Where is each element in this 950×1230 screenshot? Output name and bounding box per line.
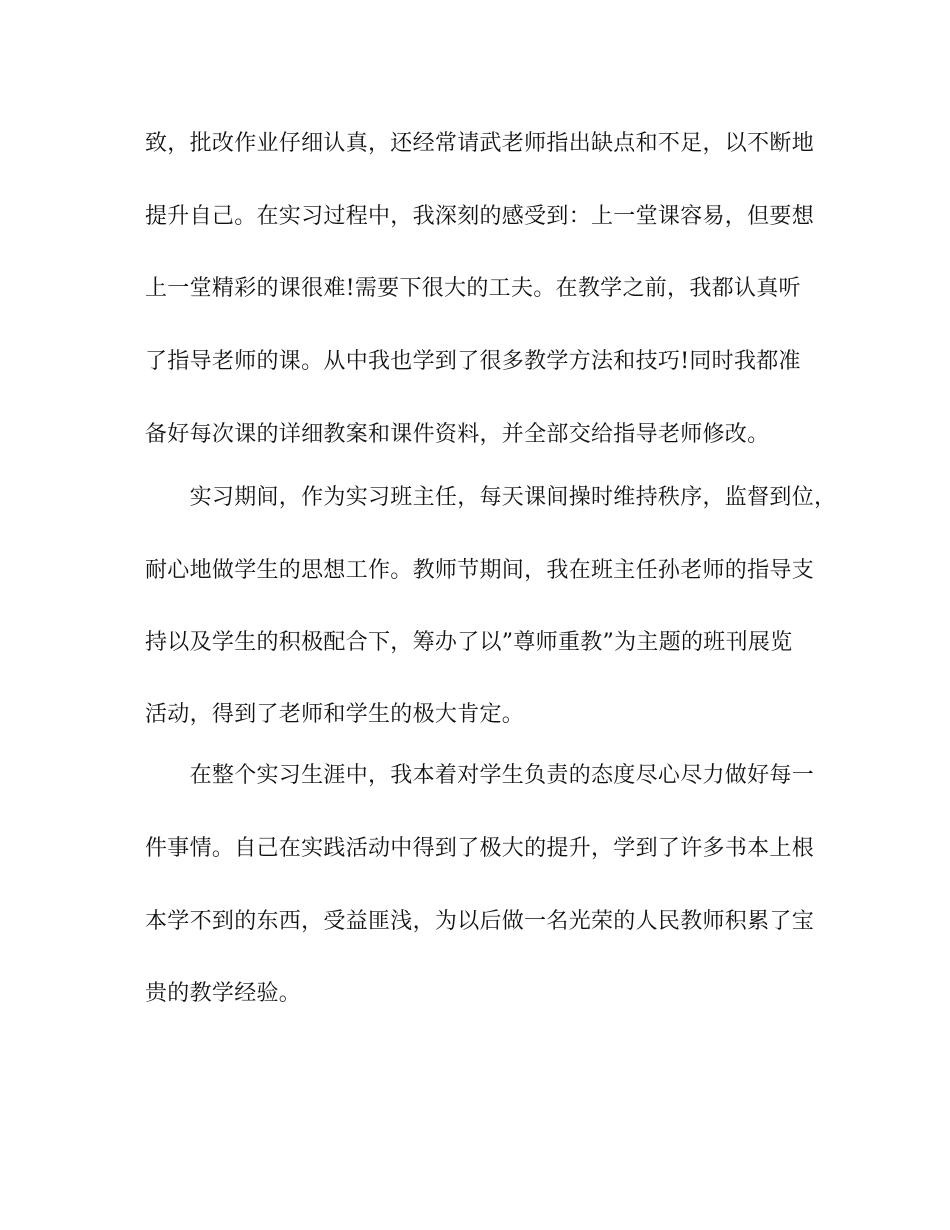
text-line: 上一堂精彩的课很难!需要下很大的工夫。在教学之前，我都认真听 [145, 276, 801, 301]
text-line: 耐心地做学生的思想工作。教师节期间，我在班主任孙老师的指导支 [145, 558, 815, 583]
text-line: 了指导老师的课。从中我也学到了很多教学方法和技巧!同时我都准 [145, 349, 801, 374]
text-line: 实习期间，作为实习班主任，每天课间操时维持秩序，监督到位， [145, 485, 837, 510]
text-line: 本学不到的东西，受益匪浅，为以后做一名光荣的人民教师积累了宝 [145, 909, 815, 934]
text-line: 件事情。自己在实践活动中得到了极大的提升，学到了许多书本上根 [145, 836, 815, 861]
text-line: 备好每次课的详细教案和课件资料，并全部交给指导老师修改。 [145, 422, 770, 447]
text-line: 贵的教学经验。 [145, 981, 302, 1006]
text-line: 提升自己。在实习过程中，我深刻的感受到：上一堂课容易，但要想 [145, 204, 815, 229]
text-line: 致，批改作业仔细认真，还经常请武老师指出缺点和不足，以不断地 [145, 131, 815, 156]
text-line: 持以及学生的积极配合下，筹办了以”尊师重教”为主题的班刊展览 [145, 630, 793, 655]
text-line: 在整个实习生涯中，我本着对学生负责的态度尽心尽力做好每一 [145, 763, 815, 788]
text-line: 活动，得到了老师和学生的极大肯定。 [145, 702, 525, 727]
